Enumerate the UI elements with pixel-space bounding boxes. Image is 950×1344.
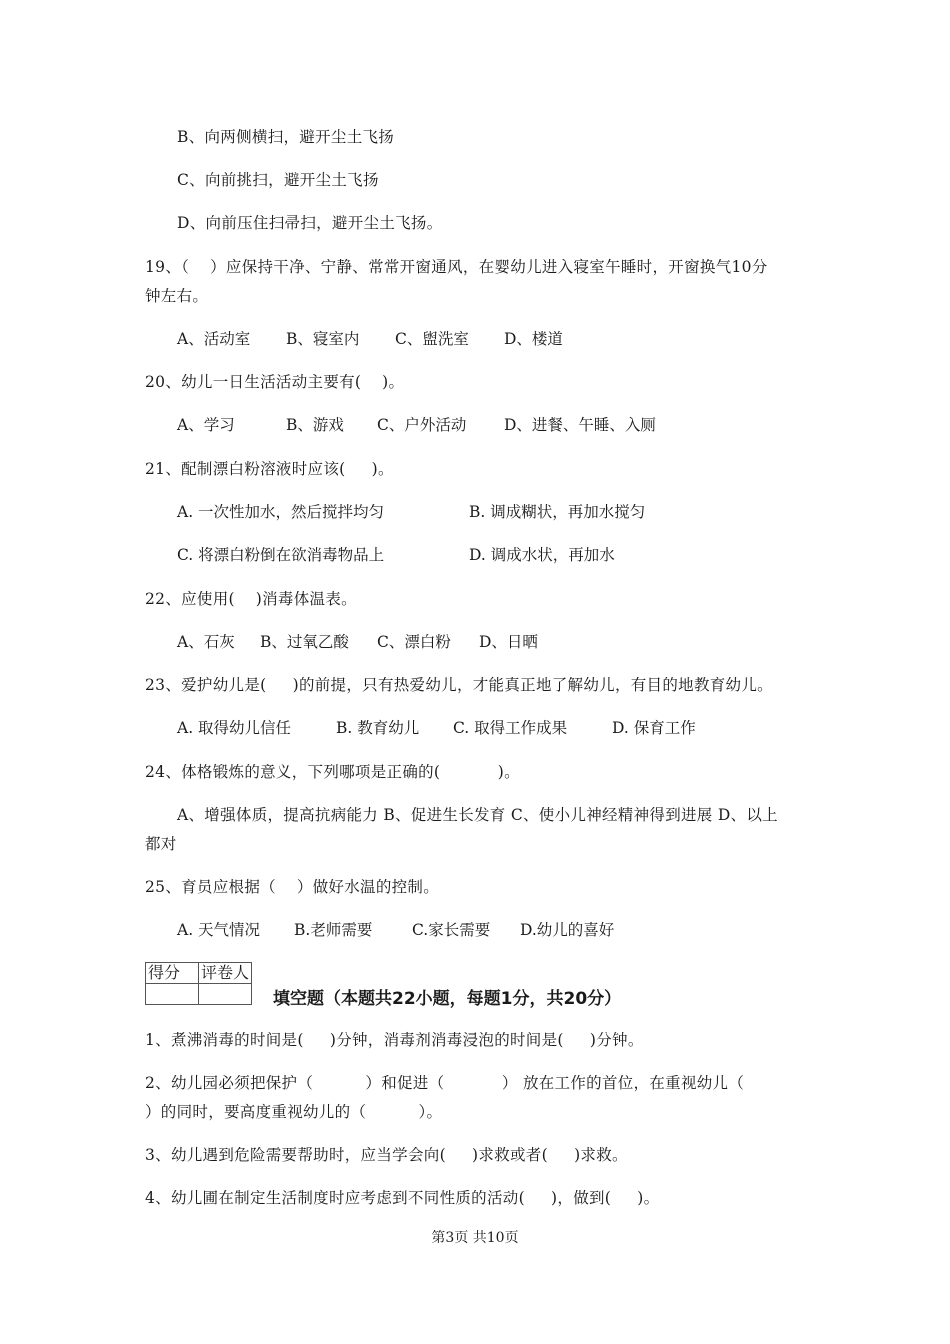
q19-option-d: D、楼道 [504,330,563,348]
grader-cell [199,984,252,1005]
q24-options: A、增强体质，提高抗病能力 B、促进生长发育 C、使小儿神经精神得到进展 D、以上 [177,806,778,824]
q20-option-b: B、游戏 [286,416,344,434]
q19-stem-continued: 钟左右。 [145,287,209,305]
q25-stem: 25、育员应根据（ ）做好水温的控制。 [145,878,440,896]
score-box [145,962,252,1005]
q19-stem: 19、（ ）应保持干净、宁静、常常开窗通风，在婴幼儿进入寝室午睡时，开窗换气10分 [145,258,768,276]
score-header: 得分 [146,963,199,984]
q22-option-b: B、过氧乙酸 [260,633,349,651]
q21-stem: 21、配制漂白粉溶液时应该( )。 [145,460,394,478]
q23-option-a: A. 取得幼儿信任 [177,719,292,737]
q19-option-a: A、活动室 [177,330,251,348]
q20-option-d: D、进餐、午睡、入厕 [504,416,656,434]
q21-option-a: A. 一次性加水，然后搅拌均匀 [177,503,385,521]
fill-q2-continued: ）的同时，要高度重视幼儿的（ ）。 [145,1103,443,1121]
q20-option-c: C、户外活动 [377,416,467,434]
q25-option-a: A. 天气情况 [177,921,261,939]
section-title: 填空题（本题共22小题，每题1分，共20分） [273,989,622,1009]
q20-stem: 20、幼儿一日生活活动主要有( )。 [145,373,405,391]
q23-option-d: D. 保育工作 [612,719,696,737]
q23-stem: 23、爱护幼儿是( )的前提，只有热爱幼儿，才能真正地了解幼儿，有目的地教育幼儿。 [145,676,773,694]
fill-q4: 4、幼儿圃在制定生活制度时应考虑到不同性质的活动( )，做到( )。 [145,1189,660,1207]
q24-stem: 24、体格锻炼的意义，下列哪项是正确的( )。 [145,763,520,781]
page-footer: 第3页 共10页 [431,1230,519,1246]
q18-option-c: C、向前挑扫，避开尘土飞扬 [177,171,379,189]
fill-q1: 1、煮沸消毒的时间是( )分钟，消毒剂消毒浸泡的时间是( )分钟。 [145,1031,644,1049]
q23-option-b: B. 教育幼儿 [336,719,420,737]
score-cell [146,984,199,1005]
q18-option-d: D、向前压住扫帚扫，避开尘土飞扬。 [177,214,443,232]
q21-option-d: D. 调成水状，再加水 [469,546,615,564]
q20-option-a: A、学习 [177,416,235,434]
q19-option-c: C、盥洗室 [395,330,469,348]
q21-option-c: C. 将漂白粉倒在欲消毒物品上 [177,546,385,564]
q19-option-b: B、寝室内 [286,330,360,348]
q22-option-d: D、日晒 [479,633,538,651]
q22-option-a: A、石灰 [177,633,235,651]
q25-option-c: C.家长需要 [412,921,491,939]
fill-q3: 3、幼儿遇到危险需要帮助时，应当学会向( )求救或者( )求救。 [145,1146,628,1164]
grader-header: 评卷人 [199,963,252,984]
q18-option-b: B、向两侧横扫，避开尘土飞扬 [177,128,395,146]
q25-option-b: B.老师需要 [294,921,373,939]
q22-option-c: C、漂白粉 [377,633,451,651]
q25-option-d: D.幼儿的喜好 [520,921,615,939]
q23-option-c: C. 取得工作成果 [453,719,568,737]
q21-option-b: B. 调成糊状，再加水搅匀 [469,503,646,521]
q24-options-continued: 都对 [145,835,177,853]
q22-stem: 22、应使用( )消毒体温表。 [145,590,357,608]
fill-q2: 2、幼儿园必须把保护（ ）和促进（ ） 放在工作的首位，在重视幼儿（ [145,1074,745,1092]
